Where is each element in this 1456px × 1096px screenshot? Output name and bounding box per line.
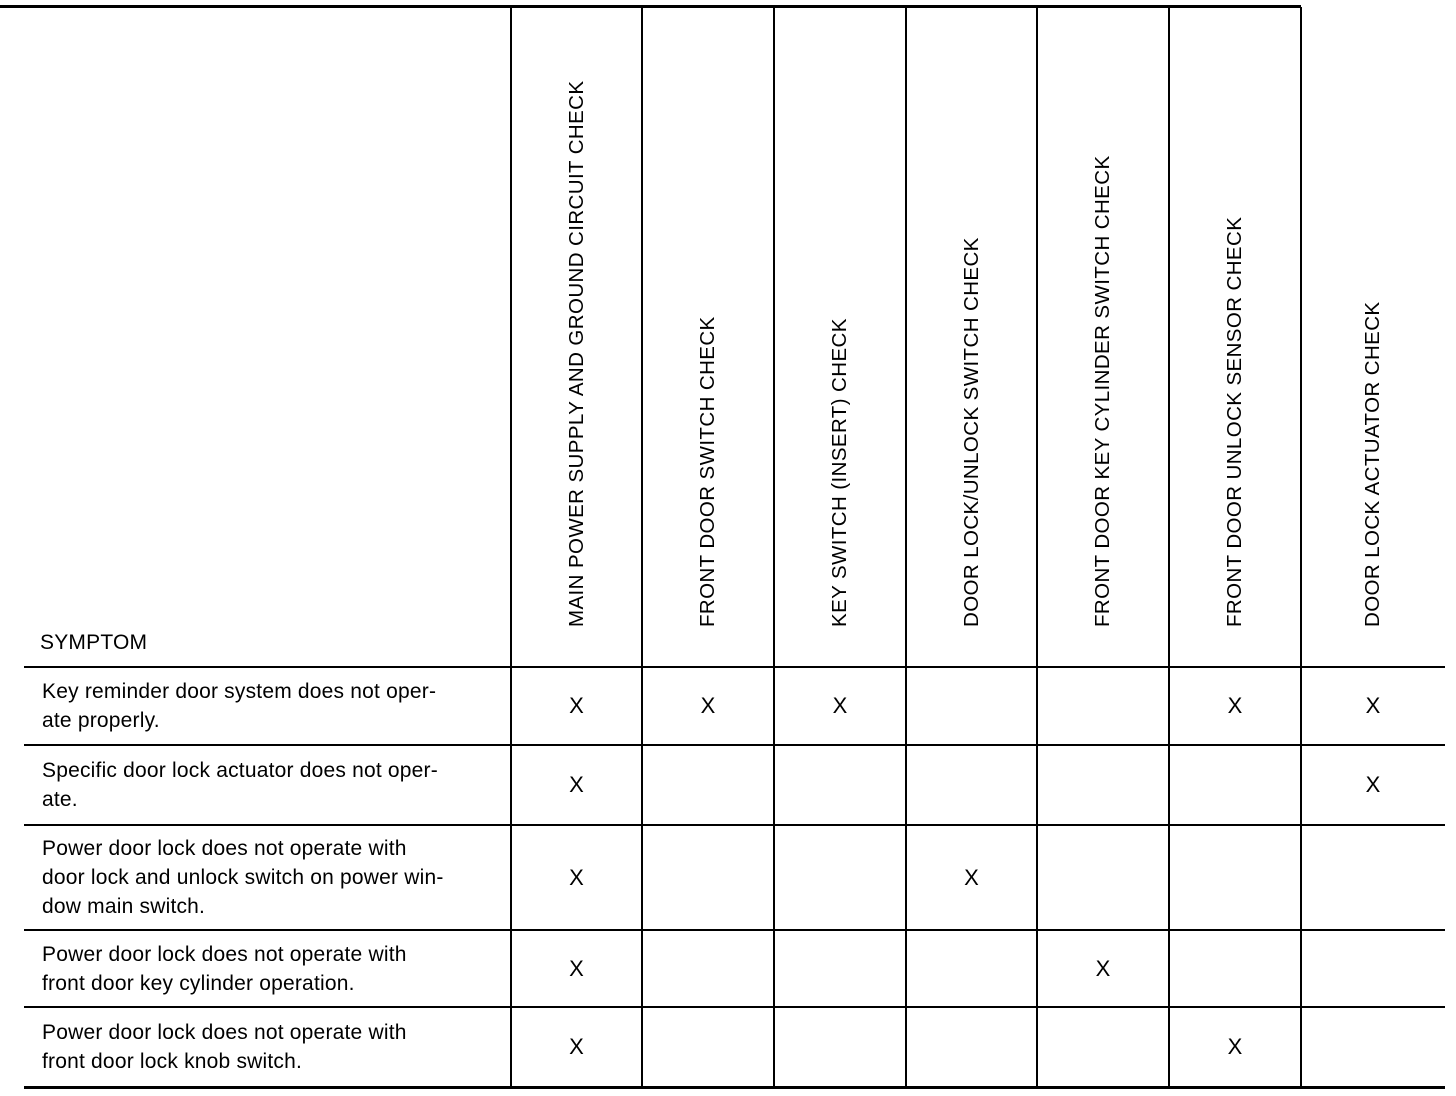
column-header-label: MAIN POWER SUPPLY AND GROUND CIRCUIT CHECK	[564, 80, 588, 627]
symptom-cell	[42, 825, 502, 930]
check-mark: X	[569, 1034, 584, 1059]
column-header	[1169, 0, 1301, 667]
check-mark: X	[1365, 772, 1381, 797]
symptom-line: front door key cylinder operation.	[42, 971, 355, 995]
column-header	[511, 0, 642, 667]
symptom-line: Power door lock does not operate with	[42, 1021, 407, 1044]
column-header	[1301, 0, 1445, 667]
symptom-line: Power door lock does not operate with	[42, 837, 407, 860]
check-mark: X	[832, 693, 848, 718]
symptom-line: Key reminder door system does not oper-	[42, 680, 437, 703]
symptom-line: door lock and unlock switch on power win-	[42, 866, 444, 889]
check-mark: X	[569, 772, 584, 797]
check-mark: X	[569, 864, 584, 890]
symptom-cell	[42, 930, 502, 1007]
symptom-line: ate.	[42, 788, 78, 811]
check-mark: X	[964, 864, 979, 890]
column-header-label: KEY SWITCH (INSERT) CHECK	[828, 318, 851, 627]
column-header	[642, 0, 774, 667]
symptom-line: dow main switch.	[42, 895, 206, 918]
symptom-line: front door lock knob switch.	[42, 1050, 303, 1073]
symptom-line: Power door lock does not operate with	[42, 942, 407, 966]
check-mark: X	[569, 693, 584, 718]
symptom-text	[42, 756, 438, 814]
symptom-text	[42, 940, 407, 998]
check-mark: X	[569, 955, 584, 981]
symptom-text	[42, 677, 436, 735]
column-header-label: DOOR LOCK ACTUATOR CHECK	[1361, 301, 1384, 627]
check-mark: X	[1365, 693, 1381, 718]
column-header-label: DOOR LOCK/UNLOCK SWITCH CHECK	[959, 237, 983, 627]
symptom-line: Specific door lock actuator does not oper-	[42, 759, 438, 782]
symptom-line: ate properly.	[42, 709, 160, 732]
symptom-cell	[42, 1007, 502, 1087]
check-mark: X	[1227, 1034, 1243, 1059]
column-header-label: FRONT DOOR SWITCH CHECK	[696, 316, 719, 627]
symptom-text	[42, 834, 444, 921]
column-header-label: FRONT DOOR KEY CYLINDER SWITCH CHECK	[1091, 155, 1114, 627]
check-mark: X	[700, 693, 716, 718]
check-mark: X	[1095, 955, 1111, 981]
column-header	[906, 0, 1037, 667]
symptom-cell	[42, 745, 502, 825]
check-mark: X	[1227, 693, 1243, 718]
symptom-text	[42, 1018, 407, 1076]
column-header-label: FRONT DOOR UNLOCK SENSOR CHECK	[1223, 216, 1246, 627]
symptom-column-header: SYMPTOM	[40, 631, 148, 654]
symptom-cell	[42, 667, 502, 745]
column-header	[774, 0, 906, 667]
column-header	[1037, 0, 1169, 667]
